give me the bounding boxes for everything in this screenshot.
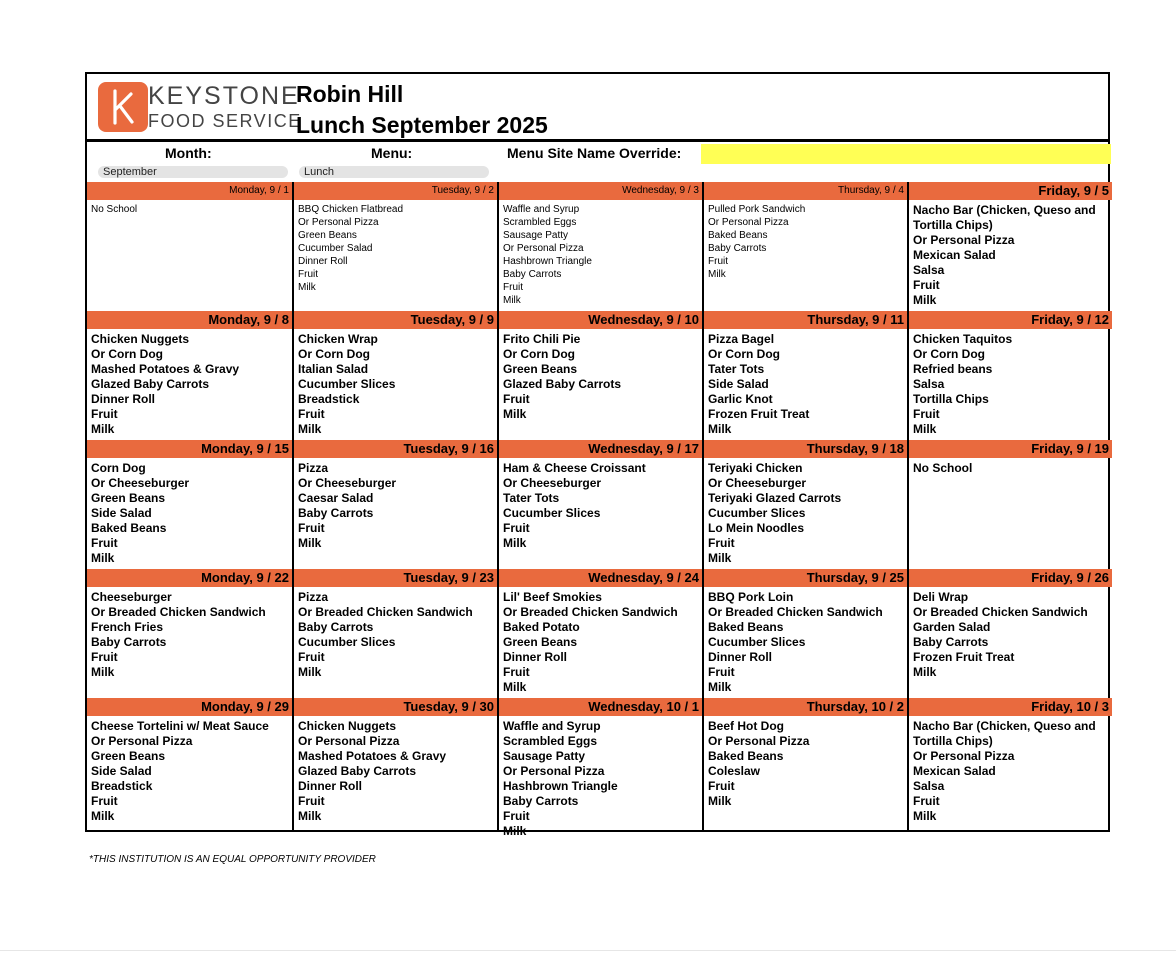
menu-item: Cheeseburger bbox=[91, 590, 172, 604]
menu-item: Tater Tots bbox=[708, 362, 765, 376]
day-cell bbox=[702, 182, 907, 311]
menu-item: Salsa bbox=[913, 263, 945, 277]
menu-item: Mashed Potatoes & Gravy bbox=[91, 362, 240, 376]
menu-items-list bbox=[909, 329, 1112, 440]
day-date: Thursday, 9 / 18 bbox=[704, 440, 907, 458]
page-title: Lunch September 2025 bbox=[296, 112, 548, 138]
menu-item: Scrambled Eggs bbox=[503, 217, 577, 228]
menu-items-list bbox=[294, 200, 497, 311]
menu-item: Pizza bbox=[298, 590, 329, 604]
menu-item: Or Cheeseburger bbox=[503, 476, 602, 490]
menu-items-list bbox=[499, 329, 702, 440]
menu-item: Cheese Tortelini w/ Meat Sauce bbox=[91, 719, 269, 733]
day-cell bbox=[497, 569, 702, 698]
menu-item: Milk bbox=[913, 422, 937, 436]
menu-items-list bbox=[499, 458, 702, 569]
menu-item: Side Salad bbox=[91, 764, 152, 778]
menu-items-list bbox=[909, 200, 1112, 311]
day-date: Wednesday, 9 / 24 bbox=[499, 569, 702, 587]
menu-items-list bbox=[704, 587, 907, 698]
day-date: Friday, 9 / 26 bbox=[909, 569, 1112, 587]
day-cell bbox=[907, 698, 1112, 830]
menu-item: Or Breaded Chicken Sandwich bbox=[503, 605, 678, 619]
menu-item: Mashed Potatoes & Gravy bbox=[298, 749, 447, 763]
menu-item: Nacho Bar (Chicken, Queso and Tortilla Chips) bbox=[913, 719, 1096, 748]
menu-item: Waffle and Syrup bbox=[503, 719, 601, 733]
day-cell bbox=[292, 182, 497, 311]
menu-item: Frozen Fruit Treat bbox=[708, 407, 810, 421]
day-cell bbox=[87, 569, 292, 698]
menu-item: Teriyaki Glazed Carrots bbox=[708, 491, 842, 505]
menu-item: Milk bbox=[503, 536, 527, 550]
menu-item: Fruit bbox=[91, 794, 118, 808]
day-cell bbox=[907, 569, 1112, 698]
menu-item: Side Salad bbox=[91, 506, 152, 520]
menu-item: Deli Wrap bbox=[913, 590, 969, 604]
menu-item: No School bbox=[91, 204, 138, 215]
menu-items-list bbox=[499, 716, 702, 838]
day-cell bbox=[87, 311, 292, 440]
menu-item: Or Breaded Chicken Sandwich bbox=[91, 605, 266, 619]
menu-item: Milk bbox=[91, 809, 115, 823]
menu-item: Milk bbox=[913, 665, 937, 679]
day-date: Wednesday, 9 / 17 bbox=[499, 440, 702, 458]
menu-item: Corn Dog bbox=[91, 461, 146, 475]
brand-name: KEYSTONE bbox=[148, 82, 300, 110]
menu-item: Ham & Cheese Croissant bbox=[503, 461, 646, 475]
menu-item: Milk bbox=[298, 809, 322, 823]
day-cell bbox=[292, 698, 497, 830]
menu-item: Baked Potato bbox=[503, 620, 580, 634]
menu-item: Fruit bbox=[298, 650, 325, 664]
menu-item: Fruit bbox=[708, 779, 735, 793]
menu-item: Or Breaded Chicken Sandwich bbox=[298, 605, 473, 619]
menu-item: Sausage Patty bbox=[503, 749, 586, 763]
menu-item: Cucumber Slices bbox=[298, 635, 396, 649]
brand-subtitle: FOOD SERVICE bbox=[148, 111, 302, 131]
menu-item: Milk bbox=[708, 794, 732, 808]
menu-item: Dinner Roll bbox=[503, 650, 568, 664]
menu-item: Cucumber Slices bbox=[708, 506, 806, 520]
menu-item: Tater Tots bbox=[503, 491, 560, 505]
menu-item: Or Personal Pizza bbox=[298, 734, 400, 748]
menu-item: Milk bbox=[298, 422, 322, 436]
menu-item: Baby Carrots bbox=[298, 620, 374, 634]
day-cell bbox=[907, 311, 1112, 440]
menu-item: No School bbox=[913, 461, 973, 475]
menu-items-list bbox=[499, 200, 702, 311]
menu-item: Garlic Knot bbox=[708, 392, 773, 406]
menu-page bbox=[85, 72, 1110, 838]
menu-items-list bbox=[704, 329, 907, 440]
school-name: Robin Hill bbox=[296, 81, 404, 107]
menu-item: Fruit bbox=[708, 256, 728, 267]
menu-item: Green Beans bbox=[503, 635, 578, 649]
menu-item: Dinner Roll bbox=[91, 392, 156, 406]
menu-item: BBQ Chicken Flatbread bbox=[298, 204, 404, 215]
day-cell bbox=[702, 311, 907, 440]
page-bottom-rule bbox=[0, 950, 1176, 951]
menu-item: Green Beans bbox=[503, 362, 578, 376]
day-cell bbox=[702, 569, 907, 698]
menu-item: Fruit bbox=[298, 521, 325, 535]
menu-item: Milk bbox=[503, 824, 527, 838]
menu-item: Glazed Baby Carrots bbox=[503, 377, 622, 391]
menu-item: Glazed Baby Carrots bbox=[298, 764, 417, 778]
menu-item: Baby Carrots bbox=[708, 243, 767, 254]
menu-item: Fruit bbox=[503, 809, 530, 823]
menu-item: Green Beans bbox=[91, 749, 166, 763]
day-cell bbox=[907, 440, 1112, 569]
menu-item: Milk bbox=[913, 809, 937, 823]
menu-item: Or Personal Pizza bbox=[503, 243, 584, 254]
menu-item: Or Personal Pizza bbox=[708, 217, 789, 228]
day-cell bbox=[702, 440, 907, 569]
menu-item: Or Personal Pizza bbox=[913, 749, 1015, 763]
day-date: Tuesday, 9 / 23 bbox=[294, 569, 497, 587]
menu-header bbox=[85, 72, 1110, 142]
menu-item: Or Corn Dog bbox=[298, 347, 370, 361]
day-cell bbox=[497, 440, 702, 569]
menu-item: Mexican Salad bbox=[913, 764, 996, 778]
menu-item: Chicken Wrap bbox=[298, 332, 378, 346]
menu-item: Or Corn Dog bbox=[91, 347, 163, 361]
menu-item: Baby Carrots bbox=[503, 794, 579, 808]
day-cell bbox=[292, 440, 497, 569]
day-cell bbox=[702, 698, 907, 830]
menu-item: Or Cheeseburger bbox=[298, 476, 397, 490]
menu-item: Or Breaded Chicken Sandwich bbox=[708, 605, 883, 619]
day-date: Tuesday, 9 / 9 bbox=[294, 311, 497, 329]
menu-item: Garden Salad bbox=[913, 620, 991, 634]
menu-item: BBQ Pork Loin bbox=[708, 590, 794, 604]
menu-item: Or Cheeseburger bbox=[91, 476, 190, 490]
menu-item: Caesar Salad bbox=[298, 491, 374, 505]
day-date: Tuesday, 9 / 16 bbox=[294, 440, 497, 458]
day-date: Friday, 9 / 19 bbox=[909, 440, 1112, 458]
menu-item: Milk bbox=[503, 295, 521, 306]
menu-item: Chicken Nuggets bbox=[298, 719, 397, 733]
menu-items-list bbox=[87, 587, 292, 698]
menu-item: Milk bbox=[708, 680, 732, 694]
day-cell bbox=[87, 440, 292, 569]
menu-item: Baby Carrots bbox=[913, 635, 989, 649]
menu-items-list bbox=[294, 458, 497, 569]
menu-item: Fruit bbox=[913, 407, 940, 421]
day-date: Monday, 9 / 8 bbox=[87, 311, 292, 329]
menu-item: Baby Carrots bbox=[298, 506, 374, 520]
day-date: Wednesday, 10 / 1 bbox=[499, 698, 702, 716]
menu-item: Sausage Patty bbox=[503, 230, 569, 241]
day-date: Thursday, 9 / 11 bbox=[704, 311, 907, 329]
menu-item: Frozen Fruit Treat bbox=[913, 650, 1015, 664]
menu-item: Beef Hot Dog bbox=[708, 719, 784, 733]
menu-item: Chicken Taquitos bbox=[913, 332, 1013, 346]
menu-item: Fruit bbox=[708, 536, 735, 550]
day-date: Monday, 9 / 29 bbox=[87, 698, 292, 716]
menu-items-list bbox=[294, 716, 497, 830]
menu-items-list bbox=[87, 458, 292, 569]
menu-item: Milk bbox=[708, 269, 726, 280]
menu-item: Or Personal Pizza bbox=[503, 764, 605, 778]
menu-item: Hashbrown Triangle bbox=[503, 256, 592, 267]
menu-item: Or Personal Pizza bbox=[708, 734, 810, 748]
menu-item: Fruit bbox=[913, 278, 940, 292]
day-date: Wednesday, 9 / 3 bbox=[499, 182, 702, 200]
menu-item: Lo Mein Noodles bbox=[708, 521, 804, 535]
menu-item: Nacho Bar (Chicken, Queso and Tortilla Chips) bbox=[913, 203, 1096, 232]
menu-items-list bbox=[704, 458, 907, 569]
menu-item: Salsa bbox=[913, 377, 945, 391]
menu-items-list bbox=[909, 587, 1112, 698]
menu-item: Fruit bbox=[91, 407, 118, 421]
day-cell bbox=[497, 311, 702, 440]
menu-items-list bbox=[294, 587, 497, 698]
menu-item: Italian Salad bbox=[298, 362, 369, 376]
footnote: *THIS INSTITUTION IS AN EQUAL OPPORTUNITY PROVIDER bbox=[89, 854, 376, 865]
menu-item: Milk bbox=[91, 665, 115, 679]
menu-items-list bbox=[294, 329, 497, 440]
menu-item: Milk bbox=[298, 536, 322, 550]
menu-item: Mexican Salad bbox=[913, 248, 996, 262]
menu-item: Green Beans bbox=[91, 491, 166, 505]
menu-item: Fruit bbox=[503, 392, 530, 406]
menu-item: Or Personal Pizza bbox=[298, 217, 379, 228]
menu-item: Scrambled Eggs bbox=[503, 734, 598, 748]
day-cell bbox=[497, 698, 702, 838]
menu-item: Pizza Bagel bbox=[708, 332, 775, 346]
month-label: Month: bbox=[165, 145, 212, 161]
day-date: Friday, 9 / 12 bbox=[909, 311, 1112, 329]
menu-item: Baby Carrots bbox=[503, 269, 562, 280]
day-date: Monday, 9 / 1 bbox=[87, 182, 292, 200]
day-cell bbox=[87, 698, 292, 830]
menu-item: Baked Beans bbox=[708, 749, 784, 763]
day-cell bbox=[87, 182, 292, 311]
day-date: Monday, 9 / 15 bbox=[87, 440, 292, 458]
menu-item: Waffle and Syrup bbox=[503, 204, 580, 215]
menu-items-list bbox=[909, 716, 1112, 830]
menu-item: Cucumber Salad bbox=[298, 243, 373, 254]
day-date: Thursday, 9 / 4 bbox=[704, 182, 907, 200]
menu-item: Milk bbox=[91, 551, 115, 565]
menu-item: Baked Beans bbox=[708, 230, 768, 241]
menu-item: Breadstick bbox=[91, 779, 153, 793]
menu-label: Menu: bbox=[371, 145, 413, 161]
menu-item: Fruit bbox=[91, 650, 118, 664]
menu-item: Fruit bbox=[503, 521, 530, 535]
menu-item: French Fries bbox=[91, 620, 164, 634]
menu-item: Pizza bbox=[298, 461, 329, 475]
menu-item: Teriyaki Chicken bbox=[708, 461, 803, 475]
menu-item: Or Corn Dog bbox=[503, 347, 575, 361]
day-date: Thursday, 10 / 2 bbox=[704, 698, 907, 716]
menu-item: Chicken Nuggets bbox=[91, 332, 190, 346]
menu-item: Or Personal Pizza bbox=[913, 233, 1015, 247]
day-cell bbox=[292, 569, 497, 698]
override-label: Menu Site Name Override: bbox=[507, 145, 682, 161]
menu-item: Glazed Baby Carrots bbox=[91, 377, 210, 391]
menu-item: Fruit bbox=[298, 407, 325, 421]
menu-item: Milk bbox=[708, 551, 732, 565]
menu-item: Or Cheeseburger bbox=[708, 476, 807, 490]
menu-item: Milk bbox=[91, 422, 115, 436]
menu-item: Green Beans bbox=[298, 230, 357, 241]
menu-item: Lil' Beef Smokies bbox=[503, 590, 602, 604]
menu-item: Milk bbox=[913, 293, 937, 307]
menu-calendar bbox=[85, 182, 1110, 838]
menu-item: Milk bbox=[503, 407, 527, 421]
day-date: Thursday, 9 / 25 bbox=[704, 569, 907, 587]
day-cell bbox=[292, 311, 497, 440]
menu-items-list bbox=[909, 458, 1112, 569]
menu-select[interactable]: Lunch bbox=[299, 166, 489, 178]
menu-item: Baked Beans bbox=[91, 521, 167, 535]
override-input[interactable] bbox=[701, 144, 1111, 164]
day-date: Friday, 10 / 3 bbox=[909, 698, 1112, 716]
day-cell bbox=[497, 182, 702, 311]
menu-item: Tortilla Chips bbox=[913, 392, 989, 406]
menu-item: Cucumber Slices bbox=[503, 506, 601, 520]
menu-item: Or Breaded Chicken Sandwich bbox=[913, 605, 1088, 619]
menu-item: Baked Beans bbox=[708, 620, 784, 634]
menu-item: Frito Chili Pie bbox=[503, 332, 581, 346]
menu-item: Milk bbox=[503, 680, 527, 694]
menu-item: Fruit bbox=[91, 536, 118, 550]
menu-item: Dinner Roll bbox=[298, 779, 363, 793]
menu-item: Fruit bbox=[503, 665, 530, 679]
menu-item: Cucumber Slices bbox=[708, 635, 806, 649]
menu-item: Milk bbox=[298, 282, 316, 293]
menu-item: Salsa bbox=[913, 779, 945, 793]
menu-fields bbox=[85, 142, 1110, 182]
menu-items-list bbox=[87, 329, 292, 440]
menu-items-list bbox=[499, 587, 702, 698]
menu-item: Milk bbox=[708, 422, 732, 436]
menu-item: Fruit bbox=[503, 282, 523, 293]
menu-item: Milk bbox=[298, 665, 322, 679]
menu-item: Fruit bbox=[298, 269, 318, 280]
day-cell bbox=[907, 182, 1112, 311]
menu-item: Hashbrown Triangle bbox=[503, 779, 618, 793]
menu-items-list bbox=[704, 200, 907, 311]
day-date: Tuesday, 9 / 2 bbox=[294, 182, 497, 200]
menu-item: Pulled Pork Sandwich bbox=[708, 204, 806, 215]
keystone-logo-icon bbox=[98, 82, 148, 132]
menu-items-list bbox=[87, 716, 292, 830]
day-date: Monday, 9 / 22 bbox=[87, 569, 292, 587]
menu-item: Cucumber Slices bbox=[298, 377, 396, 391]
menu-item: Or Personal Pizza bbox=[91, 734, 193, 748]
menu-item: Fruit bbox=[298, 794, 325, 808]
menu-items-list bbox=[704, 716, 907, 830]
menu-item: Breadstick bbox=[298, 392, 360, 406]
menu-item: Or Corn Dog bbox=[708, 347, 780, 361]
day-date: Wednesday, 9 / 10 bbox=[499, 311, 702, 329]
day-date: Tuesday, 9 / 30 bbox=[294, 698, 497, 716]
menu-item: Dinner Roll bbox=[298, 256, 348, 267]
menu-item: Dinner Roll bbox=[708, 650, 773, 664]
month-select[interactable]: September bbox=[98, 166, 288, 178]
menu-item: Fruit bbox=[913, 794, 940, 808]
day-date: Friday, 9 / 5 bbox=[909, 182, 1112, 200]
menu-item: Side Salad bbox=[708, 377, 769, 391]
menu-item: Coleslaw bbox=[708, 764, 761, 778]
menu-item: Fruit bbox=[708, 665, 735, 679]
menu-item: Refried beans bbox=[913, 362, 993, 376]
menu-item: Baby Carrots bbox=[91, 635, 167, 649]
menu-item: Or Corn Dog bbox=[913, 347, 985, 361]
menu-items-list bbox=[87, 200, 292, 311]
